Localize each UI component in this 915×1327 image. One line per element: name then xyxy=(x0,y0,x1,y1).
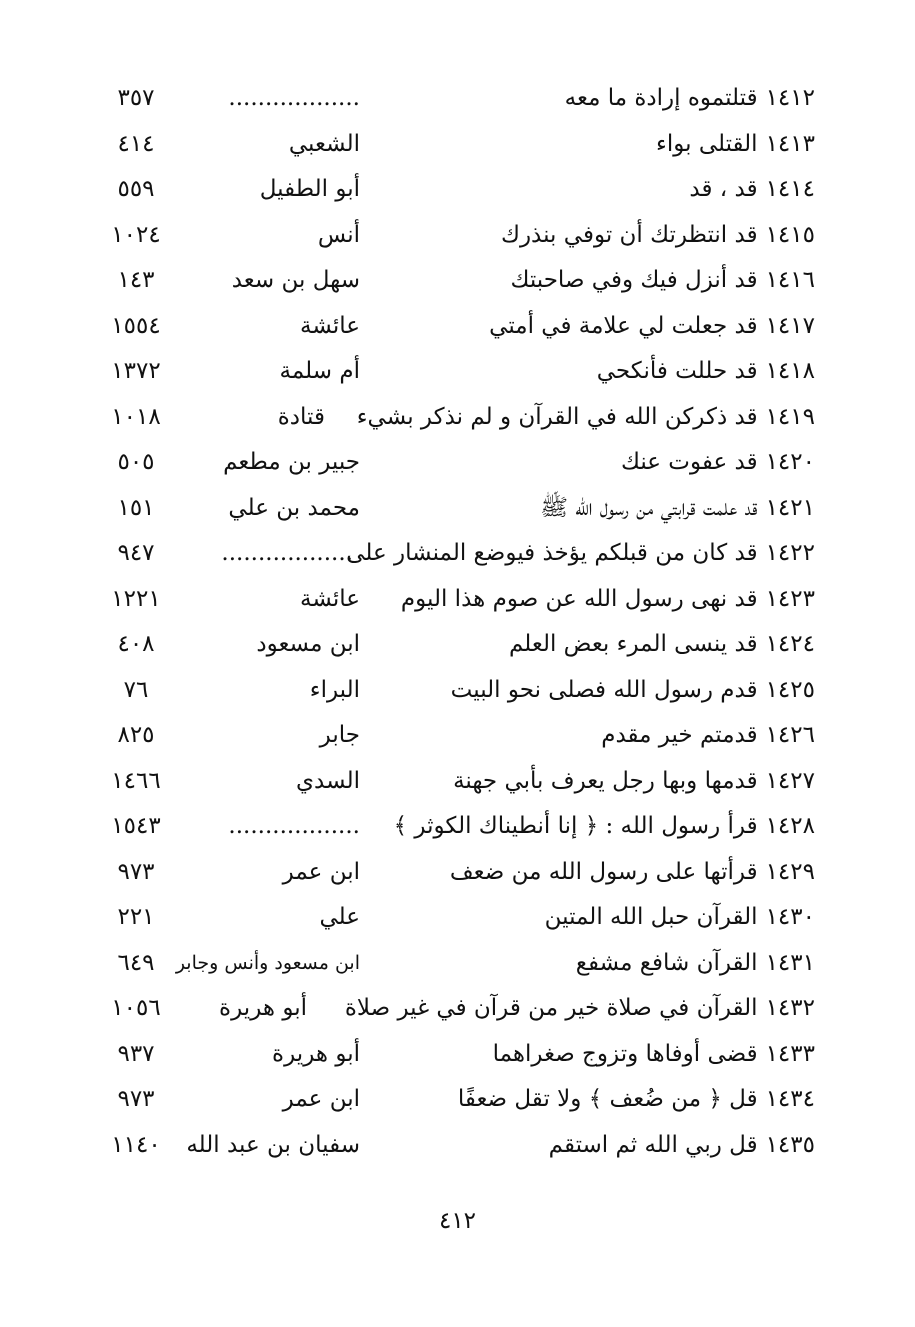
hadith-phrase: قد عفوت عنك xyxy=(620,449,758,475)
index-entry xyxy=(100,668,815,714)
index-entry xyxy=(100,167,815,213)
page-reference: ٢٢١ xyxy=(117,904,155,930)
hadith-phrase: قد كان من قبلكم يؤخذ فيوضع المنشار على xyxy=(346,540,758,566)
entry-number: ١٤١٣ xyxy=(765,130,815,157)
narrator-name: ابن عمر xyxy=(282,858,360,885)
narrator-name: .................. xyxy=(228,813,360,839)
page-reference: ١٠١٨ xyxy=(111,403,161,430)
index-entry xyxy=(100,1123,815,1169)
page-reference: ٧٦ xyxy=(123,676,149,703)
entry-text xyxy=(689,167,815,213)
entry-number: ١٤١٩ xyxy=(765,403,815,430)
index-entry xyxy=(100,804,815,850)
narrator-name: البراء xyxy=(309,676,360,703)
entry-number: ١٤٢٠ xyxy=(765,449,815,475)
hadith-phrase: القتلى بواء xyxy=(656,130,758,157)
hadith-phrase: قرأتها على رسول الله من ضعف xyxy=(449,858,758,885)
entry-text xyxy=(621,440,815,486)
index-entry xyxy=(100,304,815,350)
narrator-name: سهل بن سعد xyxy=(231,267,360,293)
narrator-name: قتادة xyxy=(277,403,325,430)
hadith-phrase: قدمها وبها رجل يعرف بأبي جهنة xyxy=(453,767,758,794)
index-entry xyxy=(100,1032,815,1078)
entry-number: ١٤٢٤ xyxy=(765,631,815,657)
entry-number: ١٤١٦ xyxy=(765,267,815,293)
entry-text xyxy=(357,395,815,441)
narrator-name: جبير بن مطعم xyxy=(223,449,360,475)
hadith-phrase: قد ، قد xyxy=(689,176,758,202)
page-reference: ٩٣٧ xyxy=(117,1040,155,1067)
entry-number: ١٤١٤ xyxy=(765,176,815,202)
hadith-phrase: قد جعلت لي علامة في أمتي xyxy=(489,312,758,339)
narrator-name: .................. xyxy=(228,85,360,111)
entry-text xyxy=(576,941,815,987)
hadith-phrase: قد حللت فأنكحي xyxy=(596,358,758,384)
page-reference: ١٢٢١ xyxy=(111,585,161,612)
entry-text xyxy=(597,349,815,395)
index-entry xyxy=(100,440,815,486)
hadith-phrase: قد علمت قرابتي من رسول الله ﷺ xyxy=(540,494,758,521)
index-entry xyxy=(100,122,815,168)
narrator-name: أبو هريرة xyxy=(219,995,307,1021)
page-reference: ١٤٦٦ xyxy=(111,767,161,794)
entry-text xyxy=(346,531,815,577)
hadith-phrase: قل ربي الله ثم استقم xyxy=(548,1131,758,1158)
page-reference: ٣٥٧ xyxy=(117,85,155,111)
page-reference: ٤٠٨ xyxy=(117,631,155,657)
entry-text xyxy=(401,577,815,623)
entry-number: ١٤٣٢ xyxy=(765,995,815,1021)
index-entry xyxy=(100,1077,815,1123)
entry-number: ١٤٢٢ xyxy=(765,540,815,566)
page-reference: ١٥٤٣ xyxy=(111,813,161,839)
hadith-phrase: قل ﴿ من ضُعف ﴾ ولا تقل ضعفًا xyxy=(457,1086,758,1112)
entry-number: ١٤٢٨ xyxy=(765,813,815,839)
hadith-phrase: قتلتموه إرادة ما معه xyxy=(564,85,758,111)
entry-number: ١٤١٧ xyxy=(765,312,815,339)
narrator-name: الشعبي xyxy=(288,130,360,157)
entry-text xyxy=(451,668,815,714)
entry-number: ١٤٣٤ xyxy=(765,1086,815,1112)
entry-text xyxy=(601,713,815,759)
hadith-phrase: القرآن في صلاة خير من قرآن في غير صلاة xyxy=(344,995,758,1021)
entry-text xyxy=(501,213,815,259)
entry-number: ١٤٣٣ xyxy=(765,1040,815,1067)
index-entry xyxy=(100,941,815,987)
entry-text xyxy=(458,1077,815,1123)
narrator-name: محمد بن علي xyxy=(228,494,360,521)
narrator-name: سفيان بن عبد الله xyxy=(186,1131,360,1158)
narrator-name: ابن مسعود xyxy=(256,631,360,657)
index-entry xyxy=(100,258,815,304)
hadith-phrase: قدمتم خير مقدم xyxy=(601,722,758,748)
entry-number: ١٤٣٠ xyxy=(765,904,815,930)
entry-number: ١٤٢٧ xyxy=(765,767,815,794)
narrator-name: أبو هريرة xyxy=(272,1040,360,1067)
hadith-phrase: قد انتظرتك أن توفي بنذرك xyxy=(500,221,758,248)
narrator-name: ابن مسعود وأنس وجابر xyxy=(175,951,360,974)
hadith-phrase: القرآن شافع مشفع xyxy=(575,949,758,976)
page-number: ٤١٢ xyxy=(438,1208,477,1234)
narrator-name: جابر xyxy=(319,722,360,748)
narrator-name: السدي xyxy=(296,767,360,794)
page-reference: ٨٢٥ xyxy=(117,722,155,748)
index-entry xyxy=(100,213,815,259)
index-entry xyxy=(100,486,815,532)
entry-text xyxy=(345,986,815,1032)
page-reference: ١٣٧٢ xyxy=(111,358,161,384)
page-reference: ١٠٥٦ xyxy=(111,995,161,1021)
entry-number: ١٤٢١ xyxy=(765,494,815,521)
page-reference: ٤١٤ xyxy=(117,130,155,157)
index-entry xyxy=(100,986,815,1032)
hadith-phrase: قد نهى رسول الله عن صوم هذا اليوم xyxy=(400,585,758,612)
narrator-name: أم سلمة xyxy=(279,358,360,384)
index-entry xyxy=(100,622,815,668)
page-reference: ١٥٥٤ xyxy=(111,312,161,339)
entry-text xyxy=(453,759,815,805)
entry-number: ١٤١٢ xyxy=(765,85,815,111)
hadith-phrase: قد ذكركن الله في القرآن و لم نذكر بشيء xyxy=(356,403,758,430)
entry-number: ١٤٢٥ xyxy=(765,676,815,703)
entry-text xyxy=(493,1032,815,1078)
index-entry xyxy=(100,759,815,805)
entry-text xyxy=(394,804,815,850)
page-reference: ٦٤٩ xyxy=(117,949,155,976)
narrator-name: ابن عمر xyxy=(282,1086,360,1112)
index-entry xyxy=(100,395,815,441)
index-entry xyxy=(100,531,815,577)
hadith-phrase: قرأ رسول الله : ﴿ إنا أنطيناك الكوثر ﴾ xyxy=(393,813,758,839)
narrator-name: عائشة xyxy=(300,312,360,339)
page-reference: ٩٤٧ xyxy=(117,540,155,566)
entry-text xyxy=(656,122,815,168)
index-entry xyxy=(100,76,815,122)
entry-text xyxy=(540,486,815,532)
entry-text xyxy=(545,895,815,941)
page-reference: ٩٧٣ xyxy=(117,858,155,885)
page-reference: ١١٤٠ xyxy=(111,1131,161,1158)
entry-text xyxy=(509,622,815,668)
narrator-name: .................. xyxy=(221,540,353,566)
narrator-name: عائشة xyxy=(300,585,360,612)
page-reference: ١٤٣ xyxy=(117,267,155,293)
entry-number: ١٤٢٣ xyxy=(765,585,815,612)
entry-text xyxy=(510,258,815,304)
index-entry xyxy=(100,577,815,623)
index-entry xyxy=(100,895,815,941)
page-reference: ٥٥٩ xyxy=(117,176,155,202)
entry-text xyxy=(450,850,815,896)
hadith-phrase: قضى أوفاها وتزوج صغراهما xyxy=(492,1040,758,1067)
index-entry xyxy=(100,349,815,395)
page-reference: ١٥١ xyxy=(117,494,155,521)
hadith-index-list xyxy=(100,76,815,1168)
hadith-phrase: القرآن حبل الله المتين xyxy=(544,904,758,930)
narrator-name: أنس xyxy=(317,221,360,248)
hadith-phrase: قدم رسول الله فصلى نحو البيت xyxy=(450,676,758,703)
entry-number: ١٤٣١ xyxy=(765,949,815,976)
hadith-phrase: قد أنزل فيك وفي صاحبتك xyxy=(510,267,758,293)
entry-number: ١٤٢٩ xyxy=(765,858,815,885)
entry-number: ١٤٢٦ xyxy=(765,722,815,748)
entry-number: ١٤١٨ xyxy=(765,358,815,384)
narrator-name: علي xyxy=(319,904,360,930)
entry-number: ١٤٣٥ xyxy=(765,1131,815,1158)
page-reference: ١٠٢٤ xyxy=(111,221,161,248)
index-entry xyxy=(100,713,815,759)
entry-text xyxy=(565,76,815,122)
entry-number: ١٤١٥ xyxy=(765,221,815,248)
narrator-name: أبو الطفيل xyxy=(259,176,360,202)
entry-text xyxy=(489,304,815,350)
hadith-phrase: قد ينسى المرء بعض العلم xyxy=(508,631,758,657)
page-reference: ٥٠٥ xyxy=(117,449,155,475)
page-reference: ٩٧٣ xyxy=(117,1086,155,1112)
index-entry xyxy=(100,850,815,896)
entry-text xyxy=(549,1123,815,1169)
